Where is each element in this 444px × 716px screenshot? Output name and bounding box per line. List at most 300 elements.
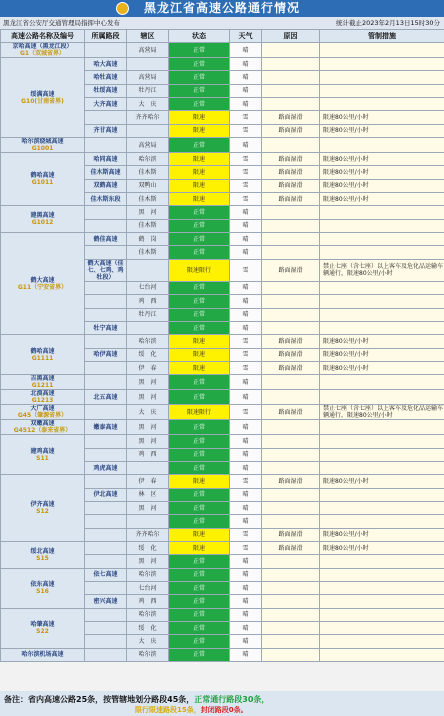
status-badge: 正常 — [169, 595, 230, 608]
reason-cell — [262, 448, 320, 461]
weather-cell: 雪 — [230, 111, 262, 124]
jurisdiction-cell: 黑 河 — [127, 375, 169, 390]
status-badge: 正常 — [169, 375, 230, 390]
status-badge: 正常 — [169, 71, 230, 84]
jurisdiction-cell: 绥 化 — [127, 348, 169, 361]
status-badge: 限速 — [169, 348, 230, 361]
table-row — [1, 233, 444, 246]
segment-cell: 大齐高速 — [85, 98, 127, 111]
segment-cell — [85, 295, 127, 308]
segment-cell — [85, 635, 127, 648]
measure-cell: 限速80公里/小时 — [320, 193, 444, 206]
segment-cell — [85, 582, 127, 595]
highway-code: G1111 — [31, 354, 54, 362]
status-badge: 限速 — [169, 111, 230, 124]
weather-cell: 雪 — [230, 166, 262, 179]
jurisdiction-cell — [127, 58, 169, 71]
segment-cell — [85, 138, 127, 153]
weather-cell: 晴 — [230, 246, 262, 259]
reason-cell — [262, 435, 320, 448]
highway-name: 绥北高速 — [30, 547, 55, 555]
weather-cell: 雪 — [230, 405, 262, 420]
jurisdiction-cell: 七台河 — [127, 582, 169, 595]
measure-cell — [320, 321, 444, 334]
weather-cell: 晴 — [230, 435, 262, 448]
status-badge: 正常 — [169, 420, 230, 435]
status-badge: 正常 — [169, 435, 230, 448]
segment-cell — [85, 335, 127, 348]
footer-line-1 — [4, 694, 269, 705]
reason-cell: 路面湿滑 — [262, 111, 320, 124]
jurisdiction-cell: 七台河 — [127, 281, 169, 294]
reason-cell — [262, 501, 320, 514]
status-badge: 正常 — [169, 608, 230, 621]
highway-name: 吉黑高速 — [30, 375, 55, 383]
status-badge: 限速 — [169, 475, 230, 488]
measure-cell — [320, 281, 444, 294]
weather-cell: 晴 — [230, 295, 262, 308]
reason-cell — [262, 206, 320, 219]
weather-cell: 晴 — [230, 608, 262, 621]
weather-cell: 雪 — [230, 348, 262, 361]
highway-code: S15 — [36, 554, 49, 562]
measure-cell — [320, 295, 444, 308]
police-emblem-icon — [116, 2, 129, 15]
weather-cell: 雪 — [230, 179, 262, 192]
status-badge: 正常 — [169, 390, 230, 405]
highway-name-cell — [1, 153, 85, 206]
status-badge: 正常 — [169, 138, 230, 153]
footer-normal-count: 正常通行路段30条， — [194, 695, 270, 704]
segment-cell: 伊北高速 — [85, 488, 127, 501]
weather-cell: 晴 — [230, 622, 262, 635]
segment-cell: 鹤大高速（佳七、七鸡、鸡牡段） — [85, 259, 127, 281]
column-header: 高速公路名称及编号 — [1, 30, 85, 43]
weather-cell: 晴 — [230, 648, 262, 661]
jurisdiction-cell: 大 庆 — [127, 405, 169, 420]
weather-cell: 晴 — [230, 555, 262, 568]
weather-cell: 晴 — [230, 43, 262, 58]
weather-cell: 晴 — [230, 375, 262, 390]
column-header: 状态 — [169, 30, 230, 43]
table-row — [1, 390, 444, 405]
measure-cell — [320, 515, 444, 528]
jurisdiction-cell: 大 庆 — [127, 635, 169, 648]
footer-total: 省内高速公路25条，按管辖地划分路段45条， — [28, 695, 195, 704]
highway-name-cell — [1, 375, 85, 390]
measure-cell — [320, 582, 444, 595]
measure-cell — [320, 448, 444, 461]
jurisdiction-cell: 大 庆 — [127, 98, 169, 111]
status-badge: 限速 — [169, 528, 230, 541]
timestamp-note: 统计截止2023年2月13日15时30分 — [336, 19, 440, 27]
reason-cell — [262, 555, 320, 568]
measure-cell — [320, 206, 444, 219]
table-row — [1, 58, 444, 71]
weather-cell: 晴 — [230, 448, 262, 461]
jurisdiction-cell: 哈尔滨 — [127, 153, 169, 166]
highway-name-cell — [1, 541, 85, 568]
footer-limit-count: 限行限速路段15条， — [135, 706, 201, 714]
segment-cell — [85, 448, 127, 461]
weather-cell: 雪 — [230, 193, 262, 206]
measure-cell — [320, 71, 444, 84]
segment-cell: 哈同高速 — [85, 153, 127, 166]
measure-cell — [320, 488, 444, 501]
measure-cell: 限速80公里/小时 — [320, 541, 444, 554]
jurisdiction-cell: 黑 河 — [127, 420, 169, 435]
jurisdiction-cell: 鹤 岗 — [127, 233, 169, 246]
status-badge: 正常 — [169, 448, 230, 461]
footer-prefix: 备注： — [4, 695, 28, 704]
measure-cell: 限速80公里/小时 — [320, 111, 444, 124]
measure-cell: 禁止七座（含七座）以上客车及危化品运输车辆通行，限速80公里/小时 — [320, 259, 444, 281]
status-badge: 正常 — [169, 281, 230, 294]
segment-cell — [85, 308, 127, 321]
highway-code: G1213 — [31, 397, 54, 405]
highway-code: G1（双城省界） — [19, 50, 66, 57]
weather-cell: 晴 — [230, 582, 262, 595]
weather-cell: 雪 — [230, 124, 262, 137]
measure-cell — [320, 635, 444, 648]
table-body — [1, 43, 444, 662]
highway-name-cell — [1, 390, 85, 405]
table-row — [1, 568, 444, 581]
weather-cell: 晴 — [230, 390, 262, 405]
status-badge: 正常 — [169, 233, 230, 246]
highway-name: 建鸡高速 — [30, 447, 55, 455]
highway-name-cell — [1, 420, 85, 435]
measure-cell — [320, 308, 444, 321]
segment-cell — [85, 622, 127, 635]
highway-name: 建黑高速 — [30, 212, 55, 220]
reason-cell — [262, 420, 320, 435]
reason-cell — [262, 58, 320, 71]
measure-cell — [320, 43, 444, 58]
status-badge: 正常 — [169, 461, 230, 474]
reason-cell: 路面湿滑 — [262, 541, 320, 554]
segment-cell — [85, 405, 127, 420]
jurisdiction-cell: 鸡 西 — [127, 448, 169, 461]
jurisdiction-cell: 黑 河 — [127, 555, 169, 568]
reason-cell — [262, 308, 320, 321]
jurisdiction-cell: 齐齐哈尔 — [127, 528, 169, 541]
highway-name-cell — [1, 206, 85, 233]
weather-cell: 晴 — [230, 281, 262, 294]
reason-cell — [262, 321, 320, 334]
status-badge: 限速 — [169, 193, 230, 206]
reason-cell — [262, 461, 320, 474]
reason-cell — [262, 568, 320, 581]
status-badge: 正常 — [169, 58, 230, 71]
reason-cell — [262, 582, 320, 595]
weather-cell: 晴 — [230, 321, 262, 334]
jurisdiction-cell: 鸡 西 — [127, 295, 169, 308]
status-badge: 正常 — [169, 568, 230, 581]
highway-name: 哈尔滨绕城高速 — [21, 138, 64, 146]
highway-code: G1012 — [31, 219, 54, 227]
highway-code: S12 — [36, 508, 49, 516]
table-row — [1, 648, 444, 661]
status-badge: 限速 — [169, 361, 230, 374]
column-header: 辖区 — [127, 30, 169, 43]
weather-cell: 雪 — [230, 475, 262, 488]
status-badge: 正常 — [169, 308, 230, 321]
reason-cell: 路面湿滑 — [262, 153, 320, 166]
jurisdiction-cell: 林 区 — [127, 488, 169, 501]
traffic-table — [0, 29, 444, 662]
segment-cell — [85, 475, 127, 488]
segment-cell — [85, 281, 127, 294]
weather-cell: 晴 — [230, 420, 262, 435]
measure-cell — [320, 375, 444, 390]
weather-cell: 晴 — [230, 138, 262, 153]
measure-cell — [320, 622, 444, 635]
reason-cell — [262, 295, 320, 308]
status-badge: 限速 — [169, 124, 230, 137]
measure-cell: 限速80公里/小时 — [320, 335, 444, 348]
segment-cell: 鸡虎高速 — [85, 461, 127, 474]
segment-cell: 哈伊高速 — [85, 348, 127, 361]
table-row — [1, 335, 444, 348]
jurisdiction-cell: 黑 河 — [127, 390, 169, 405]
highway-code: G4512（泰来省界） — [13, 427, 72, 435]
table-row — [1, 541, 444, 554]
measure-cell — [320, 555, 444, 568]
segment-cell — [85, 435, 127, 448]
status-badge: 正常 — [169, 43, 230, 58]
measure-cell: 禁止七座（含七座）以上客车及危化品运输车辆通行，限速80公里/小时 — [320, 405, 444, 420]
status-badge: 限速 — [169, 335, 230, 348]
highway-name-cell — [1, 58, 85, 138]
reason-cell — [262, 608, 320, 621]
measure-cell — [320, 648, 444, 661]
table-row — [1, 206, 444, 219]
status-badge: 限速 — [169, 153, 230, 166]
status-badge: 正常 — [169, 219, 230, 232]
highway-name: 绥满高速 — [30, 90, 55, 98]
jurisdiction-cell: 伊 春 — [127, 361, 169, 374]
status-badge: 正常 — [169, 84, 230, 97]
footer-line-2 — [135, 705, 248, 715]
measure-cell: 限速80公里/小时 — [320, 361, 444, 374]
highway-code: G10(甘南省界) — [21, 97, 64, 105]
page-title: 黑龙江省高速公路通行情况 — [143, 1, 300, 15]
highway-name: 双嫩高速 — [30, 420, 55, 428]
reason-cell: 路面湿滑 — [262, 475, 320, 488]
reason-cell: 路面湿滑 — [262, 528, 320, 541]
weather-cell: 晴 — [230, 219, 262, 232]
jurisdiction-cell: 鸡 西 — [127, 595, 169, 608]
status-badge: 正常 — [169, 582, 230, 595]
measure-cell — [320, 219, 444, 232]
subtitle-bar — [0, 17, 444, 29]
weather-cell: 晴 — [230, 206, 262, 219]
reason-cell: 路面湿滑 — [262, 405, 320, 420]
highway-name-cell — [1, 568, 85, 608]
measure-cell: 限速80公里/小时 — [320, 179, 444, 192]
table-header-row — [1, 30, 444, 43]
status-badge: 限速限行 — [169, 405, 230, 420]
jurisdiction-cell: 黑 河 — [127, 206, 169, 219]
reason-cell — [262, 71, 320, 84]
table-row — [1, 43, 444, 58]
jurisdiction-cell: 绥 化 — [127, 622, 169, 635]
reason-cell — [262, 488, 320, 501]
status-badge: 正常 — [169, 98, 230, 111]
weather-cell: 晴 — [230, 98, 262, 111]
traffic-table-wrap — [0, 29, 444, 662]
highway-name-cell — [1, 475, 85, 542]
measure-cell: 限速80公里/小时 — [320, 475, 444, 488]
measure-cell: 限速80公里/小时 — [320, 124, 444, 137]
weather-cell: 晴 — [230, 461, 262, 474]
segment-cell — [85, 375, 127, 390]
segment-cell: 佳木斯东段 — [85, 193, 127, 206]
status-badge: 正常 — [169, 635, 230, 648]
highway-code: S11 — [36, 454, 49, 462]
column-header: 原因 — [262, 30, 320, 43]
weather-cell: 晴 — [230, 515, 262, 528]
column-header: 管制措施 — [320, 30, 444, 43]
weather-cell: 晴 — [230, 595, 262, 608]
jurisdiction-cell — [127, 321, 169, 334]
segment-cell: 齐甘高速 — [85, 124, 127, 137]
jurisdiction-cell: 高营局 — [127, 138, 169, 153]
reason-cell — [262, 98, 320, 111]
segment-cell — [85, 246, 127, 259]
table-row — [1, 420, 444, 435]
table-row — [1, 153, 444, 166]
jurisdiction-cell: 绥 化 — [127, 541, 169, 554]
reason-cell — [262, 246, 320, 259]
segment-cell — [85, 608, 127, 621]
highway-code: G1001 — [31, 145, 54, 153]
status-badge: 正常 — [169, 555, 230, 568]
status-badge: 限速 — [169, 179, 230, 192]
measure-cell — [320, 233, 444, 246]
measure-cell: 限速80公里/小时 — [320, 166, 444, 179]
jurisdiction-cell: 黑 河 — [127, 435, 169, 448]
title-banner — [0, 0, 444, 17]
segment-cell: 北五高速 — [85, 390, 127, 405]
weather-cell: 晴 — [230, 488, 262, 501]
highway-name: 大广高速 — [30, 405, 55, 413]
column-header: 所属路段 — [85, 30, 127, 43]
footer-note — [0, 691, 444, 716]
status-badge: 正常 — [169, 206, 230, 219]
jurisdiction-cell: 牡丹江 — [127, 84, 169, 97]
weather-cell: 晴 — [230, 84, 262, 97]
jurisdiction-cell: 哈尔滨 — [127, 608, 169, 621]
weather-cell: 雪 — [230, 335, 262, 348]
status-badge: 限速 — [169, 541, 230, 554]
weather-cell: 雪 — [230, 528, 262, 541]
highway-name-cell — [1, 138, 85, 153]
reason-cell: 路面湿滑 — [262, 335, 320, 348]
table-row — [1, 405, 444, 420]
highway-code: G1011 — [31, 179, 54, 187]
reason-cell: 路面湿滑 — [262, 124, 320, 137]
measure-cell — [320, 98, 444, 111]
highway-name-cell — [1, 608, 85, 648]
reason-cell: 路面湿滑 — [262, 348, 320, 361]
reason-cell — [262, 233, 320, 246]
reason-cell — [262, 138, 320, 153]
weather-cell: 晴 — [230, 568, 262, 581]
segment-cell — [85, 515, 127, 528]
status-badge: 正常 — [169, 622, 230, 635]
reason-cell — [262, 375, 320, 390]
jurisdiction-cell: 黑 河 — [127, 501, 169, 514]
jurisdiction-cell — [127, 259, 169, 281]
status-badge: 正常 — [169, 501, 230, 514]
jurisdiction-cell: 佳木斯 — [127, 246, 169, 259]
jurisdiction-cell: 哈尔滨 — [127, 568, 169, 581]
segment-cell: 密兴高速 — [85, 595, 127, 608]
jurisdiction-cell: 佳木斯 — [127, 193, 169, 206]
measure-cell — [320, 84, 444, 97]
jurisdiction-cell: 齐齐哈尔 — [127, 111, 169, 124]
weather-cell: 雪 — [230, 361, 262, 374]
jurisdiction-cell: 佳木斯 — [127, 219, 169, 232]
highway-name: 鹤大高速 — [30, 276, 55, 284]
segment-cell — [85, 43, 127, 58]
jurisdiction-cell: 高营局 — [127, 71, 169, 84]
reason-cell — [262, 84, 320, 97]
measure-cell — [320, 390, 444, 405]
reason-cell: 路面湿滑 — [262, 166, 320, 179]
jurisdiction-cell — [127, 515, 169, 528]
segment-cell — [85, 555, 127, 568]
segment-cell: 鹤佳高速 — [85, 233, 127, 246]
highway-name: 京哈高速（黑龙江段） — [12, 43, 73, 50]
highway-name: 鹤哈高速 — [30, 347, 55, 355]
jurisdiction-cell: 伊 春 — [127, 475, 169, 488]
weather-cell: 雪 — [230, 259, 262, 281]
highway-code: S22 — [36, 628, 49, 636]
reason-cell: 路面湿滑 — [262, 259, 320, 281]
status-badge: 正常 — [169, 295, 230, 308]
segment-cell: 嫩泰高速 — [85, 420, 127, 435]
status-badge: 正常 — [169, 321, 230, 334]
segment-cell — [85, 206, 127, 219]
highway-name: 伊齐高速 — [30, 501, 55, 509]
jurisdiction-cell: 哈尔滨 — [127, 335, 169, 348]
highway-name: 哈肇高速 — [30, 621, 55, 629]
measure-cell — [320, 435, 444, 448]
highway-code: G45（肇源省界） — [17, 412, 68, 420]
measure-cell — [320, 246, 444, 259]
reason-cell — [262, 648, 320, 661]
reason-cell: 路面湿滑 — [262, 361, 320, 374]
segment-cell — [85, 528, 127, 541]
jurisdiction-cell: 高营局 — [127, 43, 169, 58]
table-row — [1, 435, 444, 448]
reason-cell — [262, 635, 320, 648]
jurisdiction-cell — [127, 124, 169, 137]
measure-cell — [320, 58, 444, 71]
measure-cell — [320, 568, 444, 581]
highway-name-cell — [1, 335, 85, 375]
reason-cell — [262, 622, 320, 635]
highway-name-cell — [1, 233, 85, 335]
segment-cell: 牡宁高速 — [85, 321, 127, 334]
segment-cell — [85, 361, 127, 374]
segment-cell — [85, 501, 127, 514]
segment-cell — [85, 541, 127, 554]
weather-cell: 晴 — [230, 308, 262, 321]
